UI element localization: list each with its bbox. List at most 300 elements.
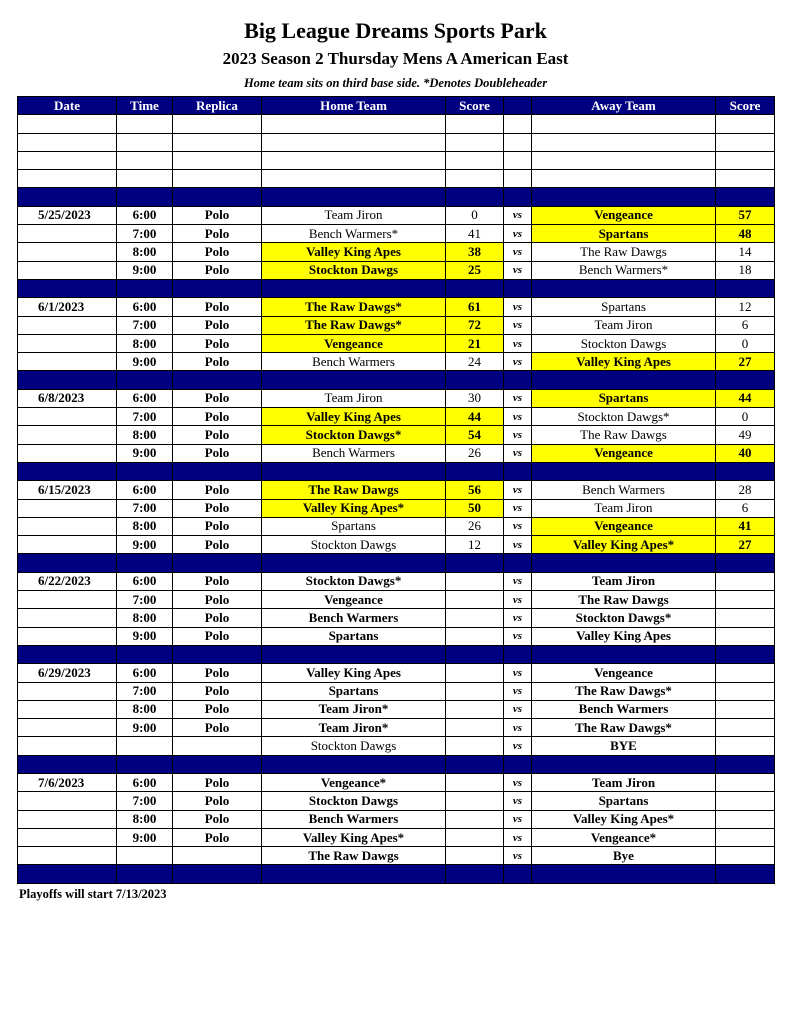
separator-cell: [173, 462, 262, 480]
col-home-team-header: Home Team: [262, 97, 446, 115]
game-date: 7/6/2023: [18, 773, 117, 791]
vs-label: vs: [504, 243, 532, 261]
game-row: [18, 627, 775, 645]
blank-cell: [18, 133, 117, 151]
game-time: 9:00: [117, 719, 173, 737]
home-team: Bench Warmers*: [262, 225, 446, 243]
game-row: [18, 353, 775, 371]
home-score: [446, 591, 504, 609]
blank-cell: [173, 170, 262, 188]
game-field: Polo: [173, 298, 262, 316]
separator-cell: [716, 462, 775, 480]
game-row: [18, 225, 775, 243]
game-row: [18, 334, 775, 352]
home-team: Stockton Dawgs*: [262, 572, 446, 590]
week-separator-row: [18, 645, 775, 663]
col-time-header: Time: [117, 97, 173, 115]
game-field: Polo: [173, 627, 262, 645]
separator-cell: [532, 645, 716, 663]
vs-label: vs: [504, 572, 532, 590]
col-replica-header: Replica: [173, 97, 262, 115]
separator-cell: [532, 462, 716, 480]
home-team: Spartans: [262, 682, 446, 700]
game-field: Polo: [173, 499, 262, 517]
home-score: 26: [446, 517, 504, 535]
game-date: [18, 627, 117, 645]
away-score: 40: [716, 444, 775, 462]
away-score: [716, 627, 775, 645]
vs-label: vs: [504, 737, 532, 755]
away-team: Team Jiron: [532, 773, 716, 791]
away-score: [716, 682, 775, 700]
vs-label: vs: [504, 682, 532, 700]
game-row: [18, 261, 775, 279]
game-time: 9:00: [117, 828, 173, 846]
vs-label: vs: [504, 225, 532, 243]
game-date: [18, 261, 117, 279]
home-team: Team Jiron: [262, 206, 446, 224]
blank-cell: [18, 115, 117, 133]
game-date: [18, 426, 117, 444]
col-date-header: Date: [18, 97, 117, 115]
away-score: 41: [716, 517, 775, 535]
game-row: [18, 408, 775, 426]
away-team: Bench Warmers: [532, 481, 716, 499]
separator-cell: [117, 462, 173, 480]
away-team: The Raw Dawgs*: [532, 719, 716, 737]
game-row: [18, 499, 775, 517]
home-score: 30: [446, 389, 504, 407]
away-team: The Raw Dawgs: [532, 426, 716, 444]
game-time: [117, 737, 173, 755]
game-date: [18, 591, 117, 609]
blank-cell: [173, 115, 262, 133]
home-score: 24: [446, 353, 504, 371]
blank-cell: [173, 133, 262, 151]
game-field: Polo: [173, 517, 262, 535]
blank-row: [18, 170, 775, 188]
game-date: [18, 225, 117, 243]
blank-cell: [716, 133, 775, 151]
game-row: [18, 609, 775, 627]
separator-cell: [504, 279, 532, 297]
away-score: [716, 792, 775, 810]
home-team: Valley King Apes: [262, 664, 446, 682]
week-separator-row: [18, 188, 775, 206]
vs-label: vs: [504, 517, 532, 535]
separator-cell: [262, 279, 446, 297]
game-row: [18, 828, 775, 846]
schedule-body: [18, 115, 775, 883]
away-team: BYE: [532, 737, 716, 755]
separator-cell: [532, 554, 716, 572]
game-date: [18, 334, 117, 352]
game-field: [173, 847, 262, 865]
separator-cell: [532, 865, 716, 883]
week-separator-row: [18, 371, 775, 389]
separator-cell: [18, 188, 117, 206]
separator-cell: [262, 462, 446, 480]
vs-label: vs: [504, 481, 532, 499]
home-score: [446, 700, 504, 718]
away-score: [716, 664, 775, 682]
col-vs-header: [504, 97, 532, 115]
col-home-score-header: Score: [446, 97, 504, 115]
away-score: 57: [716, 206, 775, 224]
game-date: [18, 243, 117, 261]
game-time: 8:00: [117, 517, 173, 535]
game-time: 7:00: [117, 792, 173, 810]
blank-cell: [532, 170, 716, 188]
separator-cell: [117, 279, 173, 297]
blank-cell: [446, 133, 504, 151]
game-time: 9:00: [117, 261, 173, 279]
game-field: Polo: [173, 316, 262, 334]
game-field: Polo: [173, 243, 262, 261]
blank-cell: [262, 151, 446, 169]
away-team: Stockton Dawgs*: [532, 408, 716, 426]
home-team: Stockton Dawgs: [262, 737, 446, 755]
blank-cell: [117, 170, 173, 188]
game-field: Polo: [173, 426, 262, 444]
home-score: [446, 828, 504, 846]
game-row: [18, 572, 775, 590]
home-team: Valley King Apes*: [262, 828, 446, 846]
game-time: 7:00: [117, 225, 173, 243]
separator-cell: [446, 554, 504, 572]
game-row: [18, 444, 775, 462]
away-score: 6: [716, 499, 775, 517]
game-time: 6:00: [117, 206, 173, 224]
vs-label: vs: [504, 773, 532, 791]
separator-cell: [18, 279, 117, 297]
home-score: [446, 737, 504, 755]
home-team: Stockton Dawgs*: [262, 426, 446, 444]
away-team: Spartans: [532, 792, 716, 810]
game-time: 7:00: [117, 316, 173, 334]
game-time: 9:00: [117, 353, 173, 371]
away-score: [716, 847, 775, 865]
home-score: [446, 810, 504, 828]
separator-cell: [173, 865, 262, 883]
home-team: The Raw Dawgs*: [262, 316, 446, 334]
home-team: The Raw Dawgs: [262, 847, 446, 865]
game-date: 6/29/2023: [18, 664, 117, 682]
game-row: [18, 682, 775, 700]
separator-cell: [18, 371, 117, 389]
game-field: Polo: [173, 444, 262, 462]
blank-row: [18, 133, 775, 151]
game-field: Polo: [173, 828, 262, 846]
separator-cell: [262, 371, 446, 389]
game-row: [18, 810, 775, 828]
blank-cell: [18, 170, 117, 188]
away-team: Stockton Dawgs: [532, 334, 716, 352]
game-field: Polo: [173, 572, 262, 590]
game-time: 6:00: [117, 773, 173, 791]
game-date: [18, 700, 117, 718]
blank-cell: [262, 170, 446, 188]
home-score: 41: [446, 225, 504, 243]
game-field: [173, 737, 262, 755]
home-team: The Raw Dawgs: [262, 481, 446, 499]
separator-cell: [173, 645, 262, 663]
away-team: Vengeance: [532, 444, 716, 462]
separator-cell: [446, 371, 504, 389]
vs-label: vs: [504, 664, 532, 682]
game-row: [18, 847, 775, 865]
game-row: [18, 536, 775, 554]
blank-cell: [446, 151, 504, 169]
separator-cell: [504, 755, 532, 773]
home-score: 25: [446, 261, 504, 279]
game-row: [18, 316, 775, 334]
game-row: [18, 243, 775, 261]
page-title: Big League Dreams Sports Park: [244, 18, 547, 43]
week-separator-row: [18, 279, 775, 297]
separator-cell: [173, 371, 262, 389]
vs-label: vs: [504, 792, 532, 810]
game-row: [18, 700, 775, 718]
separator-cell: [446, 462, 504, 480]
away-team: Bench Warmers*: [532, 261, 716, 279]
home-team: The Raw Dawgs*: [262, 298, 446, 316]
game-time: 8:00: [117, 700, 173, 718]
separator-cell: [18, 645, 117, 663]
vs-label: vs: [504, 828, 532, 846]
home-score: [446, 773, 504, 791]
game-time: 7:00: [117, 408, 173, 426]
blank-cell: [18, 151, 117, 169]
game-date: 6/8/2023: [18, 389, 117, 407]
game-row: [18, 389, 775, 407]
blank-cell: [504, 170, 532, 188]
home-score: 56: [446, 481, 504, 499]
col-away-team-header: Away Team: [532, 97, 716, 115]
separator-cell: [262, 645, 446, 663]
separator-cell: [504, 645, 532, 663]
game-row: [18, 426, 775, 444]
home-team: Spartans: [262, 627, 446, 645]
game-time: 6:00: [117, 664, 173, 682]
blank-cell: [716, 115, 775, 133]
game-row: [18, 792, 775, 810]
blank-cell: [532, 133, 716, 151]
game-row: [18, 719, 775, 737]
vs-label: vs: [504, 316, 532, 334]
game-time: 6:00: [117, 572, 173, 590]
away-team: The Raw Dawgs: [532, 591, 716, 609]
away-score: [716, 572, 775, 590]
away-team: Vengeance: [532, 664, 716, 682]
separator-cell: [18, 865, 117, 883]
blank-cell: [262, 133, 446, 151]
away-score: 14: [716, 243, 775, 261]
away-team: Vengeance*: [532, 828, 716, 846]
game-field: Polo: [173, 225, 262, 243]
home-team: Valley King Apes: [262, 408, 446, 426]
away-team: Vengeance: [532, 517, 716, 535]
away-score: 48: [716, 225, 775, 243]
vs-label: vs: [504, 334, 532, 352]
home-score: [446, 847, 504, 865]
game-date: [18, 408, 117, 426]
separator-cell: [716, 279, 775, 297]
game-date: [18, 792, 117, 810]
home-team: Vengeance*: [262, 773, 446, 791]
away-score: 49: [716, 426, 775, 444]
away-score: [716, 719, 775, 737]
blank-cell: [117, 115, 173, 133]
separator-cell: [117, 755, 173, 773]
separator-cell: [173, 755, 262, 773]
away-score: [716, 591, 775, 609]
game-field: Polo: [173, 773, 262, 791]
away-team: Spartans: [532, 389, 716, 407]
vs-label: vs: [504, 444, 532, 462]
game-date: [18, 517, 117, 535]
home-team: Bench Warmers: [262, 353, 446, 371]
separator-cell: [117, 645, 173, 663]
away-team: Team Jiron: [532, 572, 716, 590]
separator-cell: [532, 755, 716, 773]
game-date: [18, 847, 117, 865]
game-date: [18, 737, 117, 755]
separator-cell: [446, 188, 504, 206]
game-field: Polo: [173, 591, 262, 609]
separator-cell: [716, 865, 775, 883]
game-field: Polo: [173, 261, 262, 279]
home-score: [446, 664, 504, 682]
away-team: Valley King Apes: [532, 353, 716, 371]
blank-cell: [117, 151, 173, 169]
separator-cell: [262, 188, 446, 206]
home-team: Team Jiron: [262, 389, 446, 407]
separator-cell: [173, 279, 262, 297]
home-team: Team Jiron*: [262, 719, 446, 737]
game-row: [18, 664, 775, 682]
away-team: Bench Warmers: [532, 700, 716, 718]
game-row: [18, 481, 775, 499]
separator-cell: [117, 865, 173, 883]
home-score: 44: [446, 408, 504, 426]
separator-cell: [504, 371, 532, 389]
vs-label: vs: [504, 206, 532, 224]
week-separator-row: [18, 755, 775, 773]
page-subtitle: 2023 Season 2 Thursday Mens A American East: [222, 49, 569, 68]
home-score: 61: [446, 298, 504, 316]
game-date: 6/1/2023: [18, 298, 117, 316]
schedule-note: Home team sits on third base side. *Denotes Doubleheader: [243, 76, 548, 90]
week-separator-row: [18, 554, 775, 572]
home-team: Bench Warmers: [262, 444, 446, 462]
game-field: Polo: [173, 664, 262, 682]
away-team: The Raw Dawgs: [532, 243, 716, 261]
away-score: 0: [716, 408, 775, 426]
game-time: 9:00: [117, 444, 173, 462]
game-field: Polo: [173, 536, 262, 554]
game-date: [18, 353, 117, 371]
game-field: Polo: [173, 353, 262, 371]
vs-label: vs: [504, 609, 532, 627]
vs-label: vs: [504, 298, 532, 316]
home-score: [446, 627, 504, 645]
away-score: 12: [716, 298, 775, 316]
separator-cell: [173, 554, 262, 572]
vs-label: vs: [504, 536, 532, 554]
blank-cell: [117, 133, 173, 151]
away-score: 44: [716, 389, 775, 407]
game-time: [117, 847, 173, 865]
game-field: Polo: [173, 682, 262, 700]
separator-cell: [18, 554, 117, 572]
game-row: [18, 298, 775, 316]
away-score: [716, 737, 775, 755]
away-team: Valley King Apes*: [532, 536, 716, 554]
blank-cell: [504, 151, 532, 169]
game-field: Polo: [173, 792, 262, 810]
separator-cell: [262, 554, 446, 572]
blank-cell: [716, 151, 775, 169]
away-score: [716, 828, 775, 846]
game-field: Polo: [173, 206, 262, 224]
blank-cell: [716, 170, 775, 188]
vs-label: vs: [504, 408, 532, 426]
separator-cell: [117, 554, 173, 572]
away-team: The Raw Dawgs*: [532, 682, 716, 700]
separator-cell: [716, 371, 775, 389]
game-date: [18, 536, 117, 554]
blank-cell: [504, 133, 532, 151]
vs-label: vs: [504, 591, 532, 609]
table-header-row: [18, 97, 775, 115]
separator-cell: [446, 279, 504, 297]
separator-cell: [504, 462, 532, 480]
home-score: 12: [446, 536, 504, 554]
blank-cell: [446, 170, 504, 188]
home-score: [446, 719, 504, 737]
vs-label: vs: [504, 426, 532, 444]
game-date: [18, 316, 117, 334]
game-date: 6/22/2023: [18, 572, 117, 590]
blank-cell: [532, 115, 716, 133]
col-away-score-header: Score: [716, 97, 775, 115]
home-score: [446, 792, 504, 810]
game-field: Polo: [173, 481, 262, 499]
away-team: Bye: [532, 847, 716, 865]
game-time: 8:00: [117, 426, 173, 444]
game-field: Polo: [173, 408, 262, 426]
game-row: [18, 591, 775, 609]
game-date: [18, 682, 117, 700]
away-team: Team Jiron: [532, 499, 716, 517]
away-score: 6: [716, 316, 775, 334]
separator-cell: [716, 554, 775, 572]
game-time: 9:00: [117, 627, 173, 645]
game-time: 8:00: [117, 334, 173, 352]
game-time: 7:00: [117, 682, 173, 700]
vs-label: vs: [504, 700, 532, 718]
home-team: Spartans: [262, 517, 446, 535]
away-score: [716, 810, 775, 828]
vs-label: vs: [504, 353, 532, 371]
vs-label: vs: [504, 719, 532, 737]
game-time: 9:00: [117, 536, 173, 554]
home-team: Bench Warmers: [262, 609, 446, 627]
away-score: [716, 700, 775, 718]
vs-label: vs: [504, 847, 532, 865]
blank-cell: [262, 115, 446, 133]
